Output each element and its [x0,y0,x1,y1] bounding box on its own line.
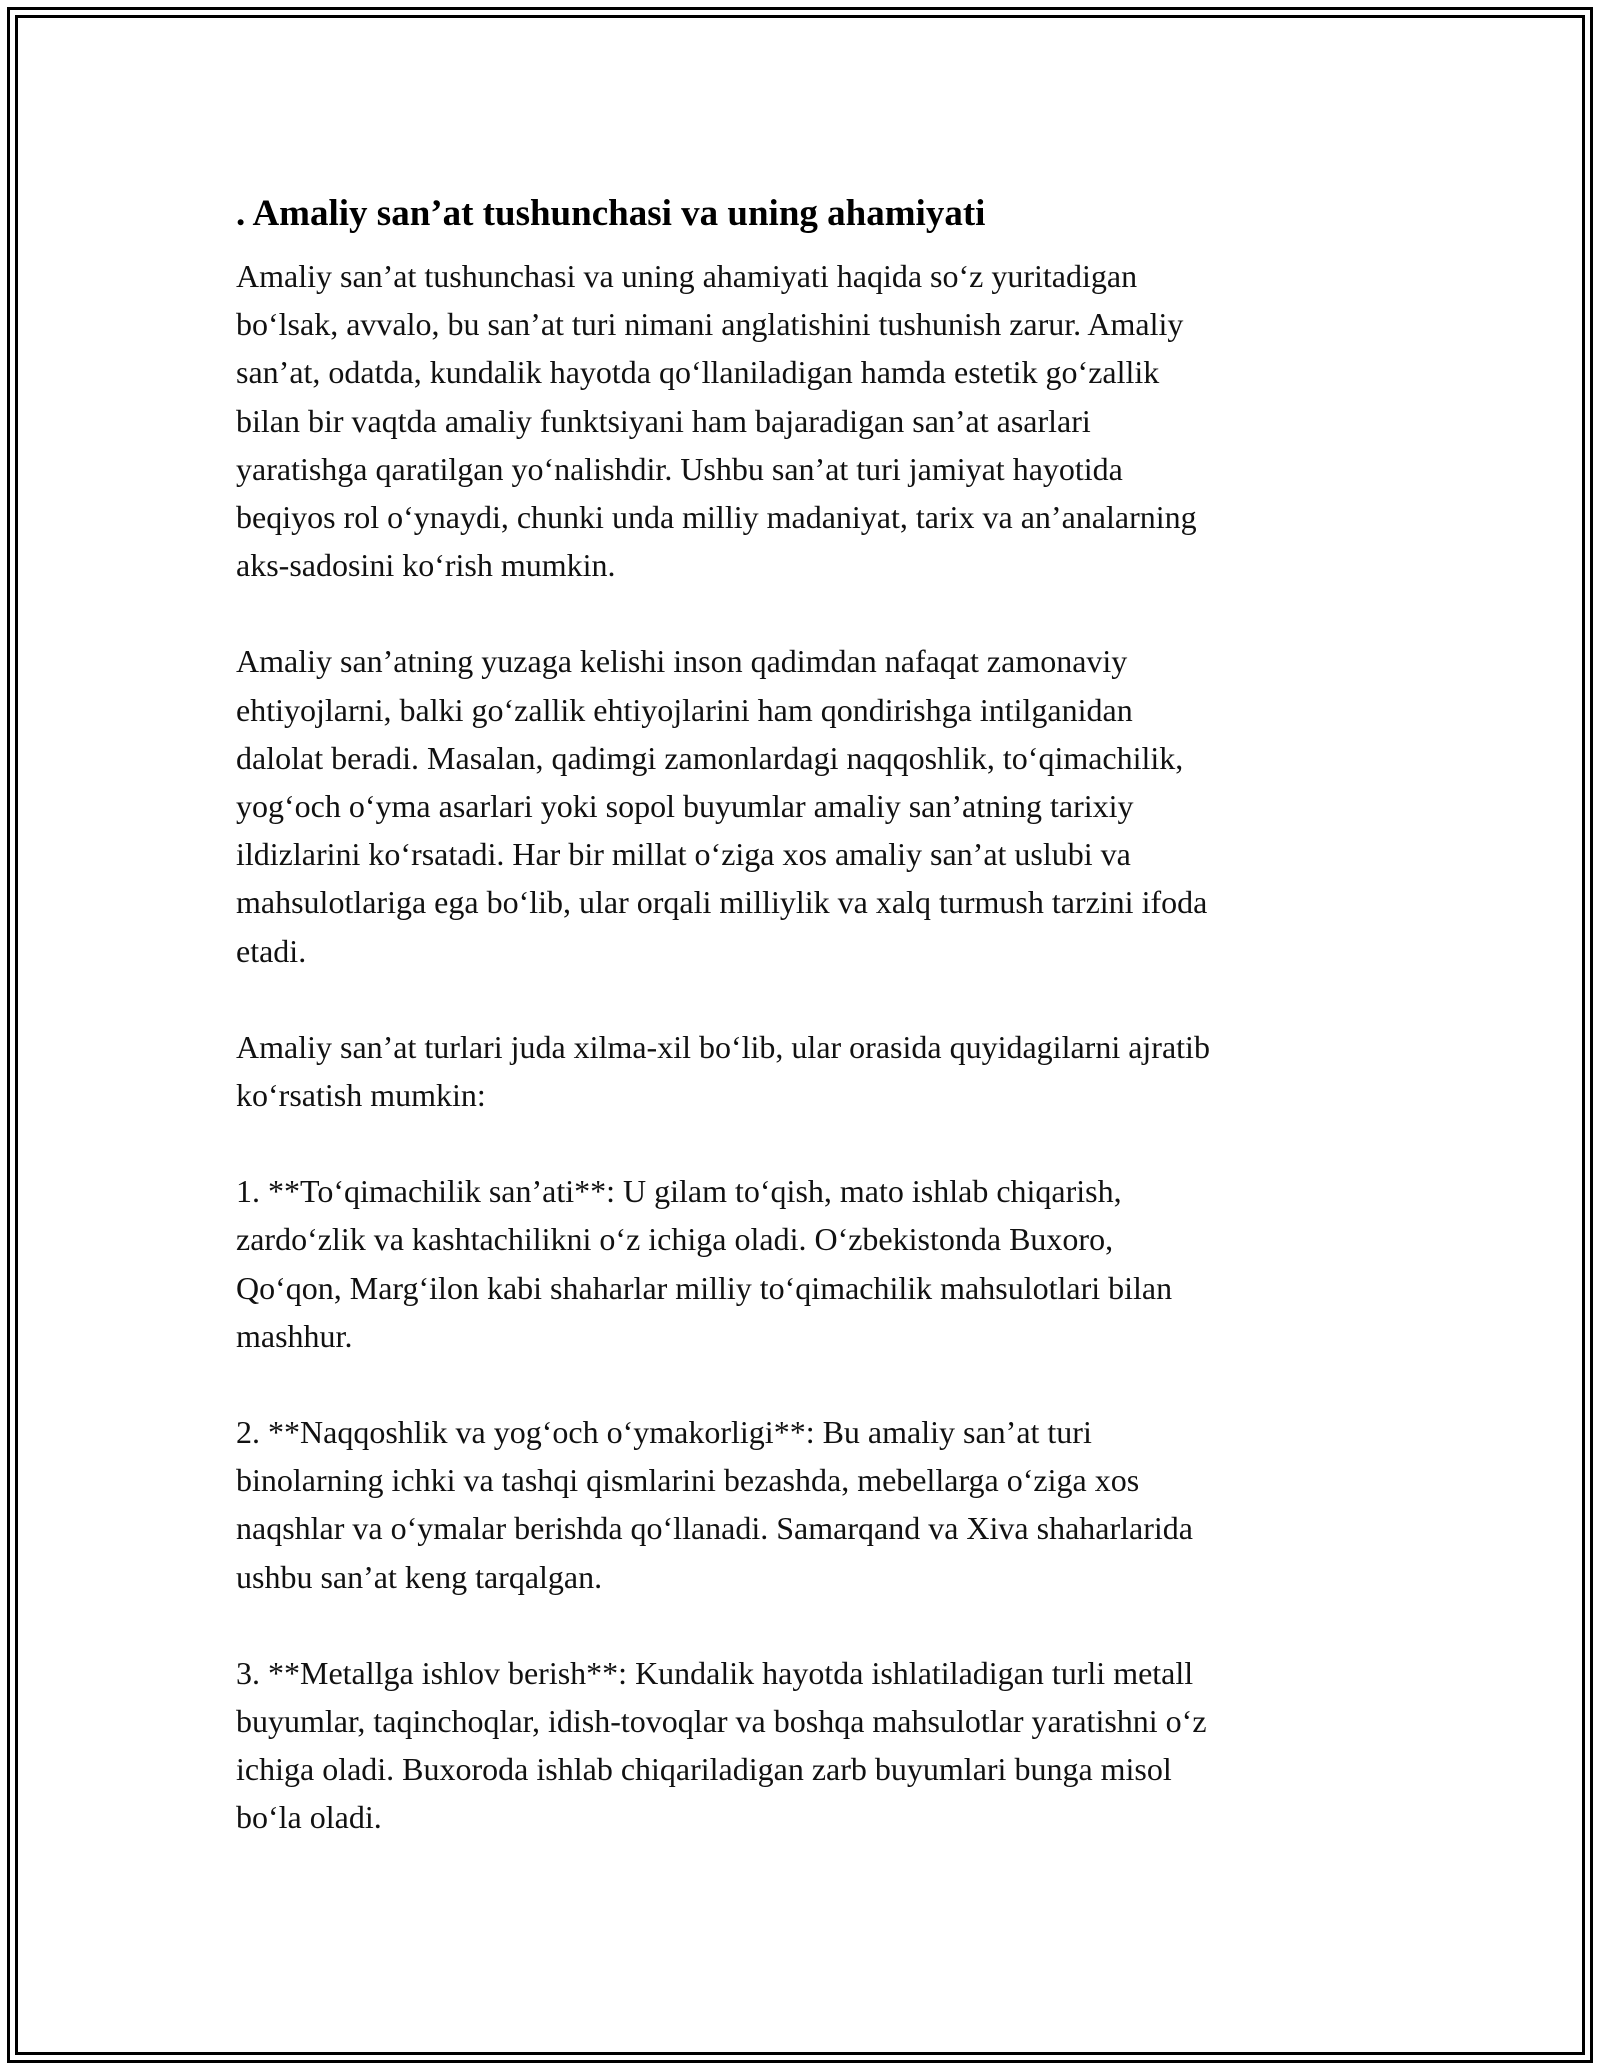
text-line: san’at, odatda, kundalik hayotda qo‘llaniladigan hamda estetik go‘zallik [236,354,1160,391]
text-line: beqiyos rol o‘ynaydi, chunki unda milliy madaniyat, tarix va an’analarning [236,499,1197,536]
text-line: Amaliy san’at tushunchasi va uning ahamiyati haqida so‘z yuritadigan [236,258,1138,294]
text-line: ehtiyojlarni, balki go‘zallik ehtiyojlarini ham qondirishga intilganidan [236,691,1133,728]
text-line: aks-sadosini ko‘rish mumkin. [236,547,616,584]
text-line: bo‘la oladi. [236,1799,382,1836]
paragraph-definition [236,252,1366,589]
text-line: etadi. [236,932,307,969]
text-line: binolarning ichki va tashqi qismlarini bezashda, mebellarga o‘ziga xos [236,1462,1140,1499]
text-line: 1. **To‘qimachilik san’ati**: U gilam to‘qish, mato ishlab chiqarish, [236,1173,1122,1210]
text-line: ushbu san’at keng tarqalgan. [236,1558,603,1595]
list-item-woodcarving [236,1408,1366,1601]
document-title: . Amaliy san’at tushunchasi va uning ahamiyati [236,193,986,234]
text-line: yaratishga qaratilgan yo‘nalishdir. Ushbu san’at turi jamiyat hayotida [236,450,1123,487]
list-item-metalwork [236,1649,1366,1842]
text-line: Amaliy san’atning yuzaga kelishi inson qadimdan nafaqat zamonaviy [236,643,1128,680]
paragraph-types-intro [236,1023,1366,1119]
text-line: ildizlarini ko‘rsatadi. Har bir millat o‘ziga xos amaliy san’at uslubi va [236,836,1131,873]
text-line: bo‘lsak, avvalo, bu san’at turi nimani anglatishini tushunish zarur. Amaliy [236,306,1184,343]
text-line: naqshlar va o‘ymalar berishda qo‘llanadi. Samarqand va Xiva shaharlarida [236,1510,1193,1547]
text-line: 3. **Metallga ishlov berish**: Kundalik hayotda ishlatiladigan turli metall [236,1654,1194,1691]
text-line: Qo‘qon, Marg‘ilon kabi shaharlar milliy to‘qimachilik mahsulotlari bilan [236,1269,1173,1306]
text-line: ichiga oladi. Buxoroda ishlab chiqariladigan zarb buyumlari bunga misol [236,1751,1172,1788]
text-line: Amaliy san’at turlari juda xilma-xil bo‘lib, ular orasida quyidagilarni ajratib [236,1028,1210,1065]
text-line: dalolat beradi. Masalan, qadimgi zamonlardagi naqqoshlik, to‘qimachilik, [236,739,1184,776]
text-line: 2. **Naqqoshlik va yog‘och o‘ymakorligi**: Bu amaliy san’at turi [236,1414,1092,1451]
text-line: mashhur. [236,1317,353,1354]
paragraph-origins [236,637,1366,974]
text-line: yog‘och o‘yma asarlari yoki sopol buyumlar amaliy san’atning tarixiy [236,788,1134,825]
document-body [236,188,1366,1890]
list-item-textile [236,1167,1366,1360]
text-line: ko‘rsatish mumkin: [236,1077,486,1114]
text-line: buyumlar, taqinchoqlar, idish-tovoqlar va boshqa mahsulotlar yaratishni o‘z [236,1703,1207,1740]
text-line: bilan bir vaqtda amaliy funktsiyani ham bajaradigan san’at asarlari [236,402,1091,439]
text-line: zardo‘zlik va kashtachilikni o‘z ichiga oladi. O‘zbekistonda Buxoro, [236,1221,1114,1258]
text-line: mahsulotlariga ega bo‘lib, ular orqali milliylik va xalq turmush tarzini ifoda [236,884,1208,921]
